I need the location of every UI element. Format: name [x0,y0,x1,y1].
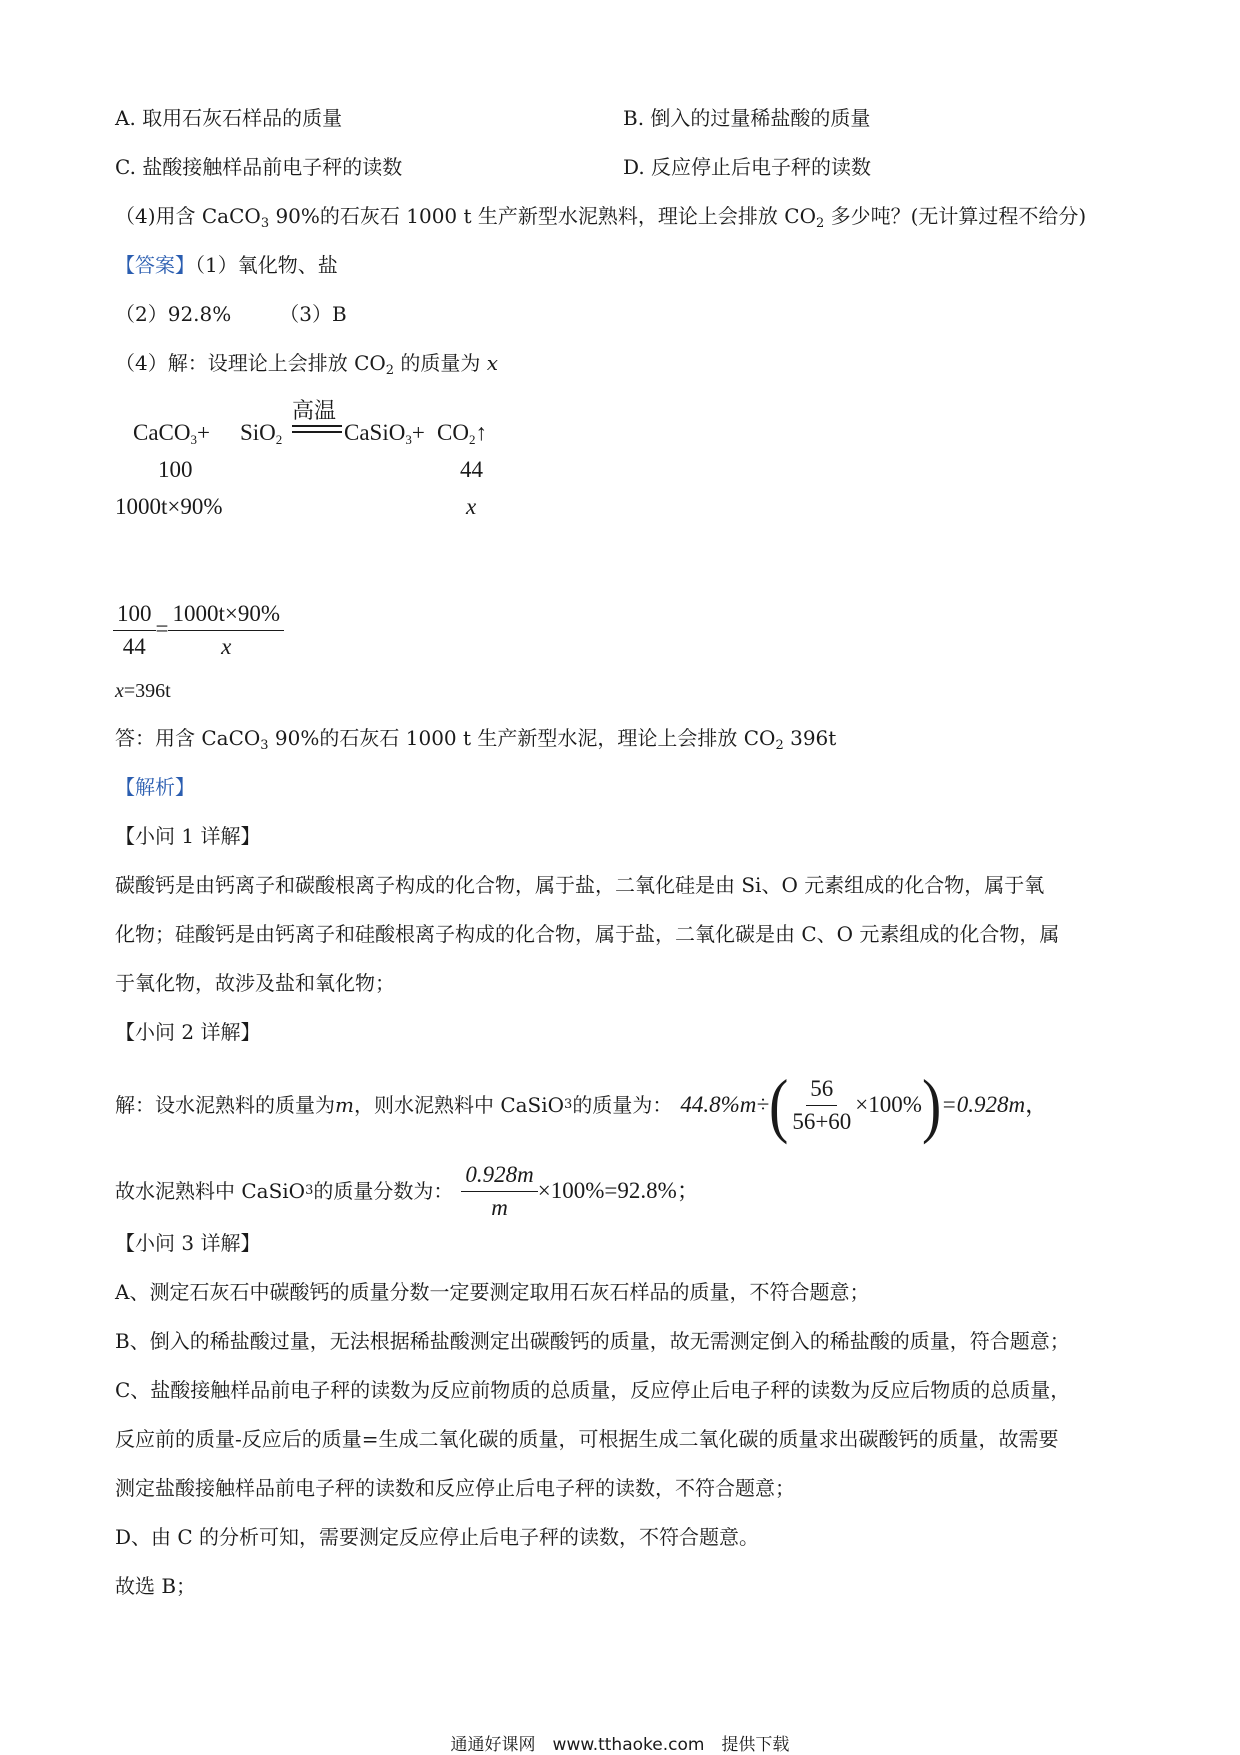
section-1-title: 【小问 1 详解】 [115,824,261,848]
right-paren-icon: ) [921,1063,942,1145]
mass-caco3: 100 [158,457,193,482]
section-3-option-c-1: C、盐酸接触样品前电子秤的读数为反应前物质的总质量，反应停止后电子秤的读数为反应后物质的总质量， [115,1378,1071,1402]
equals-sign-line-2 [292,431,342,435]
reactant-sio2: SiO$_2$ [240,420,283,447]
mass-expression: 44.8%m÷ ( $\frac{56}{56+60}$ ×100% ) =0.928m ， [680,1063,1049,1145]
equals-sign-line-1 [292,425,342,429]
section-1-paragraph-3: 于氧化物，故涉及盐和氧化物； [115,971,395,995]
option-c: C. 盐酸接触样品前电子秤的读数 [115,155,403,179]
footer: 通通好课网 www.tthaoke.com 提供下载 [450,1735,790,1755]
proportion: $\frac{100}{44}$ = $\frac{1000t\times 90\%}{x}$ [113,600,284,661]
section-3-title: 【小问 3 详解】 [115,1231,261,1255]
answer-line-1: 【答案】（1）氧化物、盐 [115,253,338,277]
option-a: A. 取用石灰石样品的质量 [115,106,343,130]
product-casio3: CaSiO$_3$+ [344,420,425,447]
section-2-title: 【小问 2 详解】 [115,1020,261,1044]
section-2-line-1: 解：设水泥熟料的质量为 m ，则水泥熟料中 CaSiO 3 的质量为： 44.8%m÷ ( $\frac{56}{56+60}$ ×100% ) =0.928m ， [115,1063,1049,1145]
product-co2: $CO_2↑$ [437,420,487,447]
section-3-option-c-2: 反应前的质量-反应后的质量=生成二氧化碳的质量，可根据生成二氧化碳的质量求出碳酸钙的质量，故需要 [115,1427,1059,1451]
result-line: x=396t [115,680,171,702]
option-d: D. 反应停止后电子秤的读数 [623,155,872,179]
answer-tag: 【答案】 [115,253,195,277]
answer-line-2: （2）92.8% （3）B [115,302,347,326]
option-b: B. 倒入的过量稀盐酸的质量 [623,106,871,130]
left-paren-icon: ( [768,1063,789,1145]
section-3-choice: 故选 B； [115,1574,197,1598]
reactant-caco3: CaCO$_3$+ [133,420,210,447]
mass-co2: 44 [460,457,483,482]
answer-line-4: （4）解：设理论上会排放 $CO_2$ 的质量为 x [115,351,499,378]
conclusion: 答：用含 CaCO$_3$ 90%的石灰石 1000 t 生产新型水泥，理论上会排放 $CO_2$ 396t [115,726,837,753]
section-3-option-c-3: 测定盐酸接触样品前电子秤的读数和反应停止后电子秤的读数，不符合题意； [115,1476,795,1500]
section-2-line-2: 故水泥熟料中 CaSiO 3 的质量分数为： $\frac{0.928m}{m}$ ×100%=92.8% ； [115,1161,700,1220]
question-4: （4)用含 CaCO$_3$ 90%的石灰石 1000 t 生产新型水泥熟料，理论上会排放 $CO_2$ 多少吨？(无计算过程不给分) [115,204,1087,231]
section-1-paragraph-1: 碳酸钙是由钙离子和碳酸根离子构成的化合物，属于盐，二氧化硅是由 Si、O 元素组成的化合物，属于氧 [115,873,1045,897]
section-1-paragraph-2: 化物；硅酸钙是由钙离子和硅酸根离子构成的化合物，属于盐，二氧化碳是由 C、O 元素组成的化合物，属 [115,922,1060,946]
section-3-option-b: B、倒入的稀盐酸过量，无法根据稀盐酸测定出碳酸钙的质量，故无需测定倒入的稀盐酸的质量，符合题意； [115,1329,1070,1353]
section-3-option-a: A、测定石灰石中碳酸钙的质量分数一定要测定取用石灰石样品的质量，不符合题意； [115,1280,870,1304]
section-3-option-d: D、由 C 的分析可知，需要测定反应停止后电子秤的读数，不符合题意。 [115,1525,760,1549]
reaction-condition: 高温 [292,398,337,423]
unknown-mass: x [466,494,477,519]
analysis-tag: 【解析】 [115,775,195,799]
given-mass: 1000t×90% [115,494,223,519]
fraction-expression: $\frac{0.928m}{m}$ ×100%=92.8% ； [461,1161,699,1222]
